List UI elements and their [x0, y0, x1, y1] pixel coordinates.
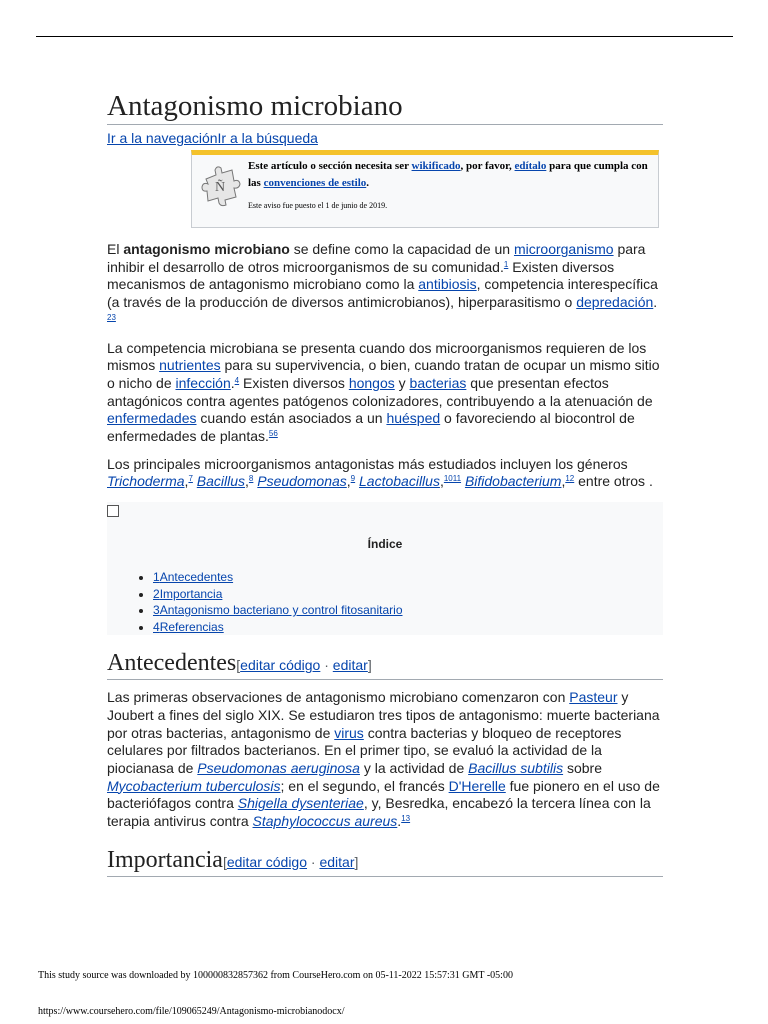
- link-microorganismo[interactable]: microorganismo: [513, 241, 614, 257]
- text: entre otros .: [574, 473, 653, 490]
- text: cuando están asociados a un: [196, 410, 387, 427]
- link-staphylococcus[interactable]: Staphylococcus aureus: [252, 813, 398, 830]
- link-bacterias[interactable]: bacterias: [409, 374, 467, 391]
- toc-item: [153, 619, 403, 636]
- ref-9[interactable]: 9: [350, 474, 356, 484]
- toc-item: [153, 602, 403, 619]
- text: para su supervivencia, o bien, cuando tratan de ocupar un mismo sitio o nicho de: [107, 357, 660, 391]
- text: o favoreciendo al biocontrol de enfermedades de plantas.: [107, 410, 635, 445]
- text: Existen diversos: [239, 374, 349, 391]
- link-mycobacterium[interactable]: Mycobacterium tuberculosis: [107, 777, 281, 794]
- jump-links: [107, 128, 663, 148]
- ref-13[interactable]: 13: [401, 814, 411, 824]
- text: y Joubert a fines del siglo XIX. Se estudiaron tres tipos de antagonismo: muerte bacteriana por otras bacterias, antagonismo de: [107, 689, 660, 741]
- section-edit-links: [236, 657, 371, 673]
- text: El: [107, 241, 124, 257]
- text: para inhibir el desarrollo de otros microorganismos de su comunidad.: [107, 241, 646, 275]
- edit-link[interactable]: editar: [332, 657, 368, 674]
- text: , y, Besredka, encabezó la tercera línea con la terapia antivirus contra: [107, 795, 651, 830]
- ref-1[interactable]: 1: [503, 259, 509, 269]
- toc-link-referencias[interactable]: [153, 620, 224, 634]
- link-depredacion[interactable]: depredación: [576, 294, 654, 311]
- source-url: https://www.coursehero.com/file/109065249/Antagonismo-microbianodocx/: [38, 1006, 345, 1017]
- link-bacillus-subtilis[interactable]: Bacillus subtilis: [468, 759, 564, 776]
- toc-label: Antagonismo bacteriano y control fitosanitario: [159, 603, 403, 618]
- toc-number: 1: [153, 570, 160, 585]
- top-rule: [36, 36, 733, 37]
- page-title: Antagonismo microbiano: [107, 88, 663, 125]
- article: [107, 88, 663, 877]
- bracket: [: [222, 853, 227, 870]
- convenciones-link[interactable]: convenciones de estilo: [263, 177, 367, 189]
- ref-12[interactable]: 12: [565, 474, 575, 484]
- notice-text: , por favor,: [460, 160, 515, 172]
- toc-link-importancia[interactable]: [153, 587, 222, 601]
- toc-label: Antecedentes: [159, 570, 234, 585]
- wikificado-link[interactable]: wikificado: [411, 160, 461, 172]
- text: ,: [346, 473, 351, 490]
- table-of-contents: [107, 502, 663, 635]
- link-enfermedades[interactable]: enfermedades: [107, 410, 197, 427]
- toc-number: 4: [153, 619, 160, 634]
- text: ; en el segundo, el francés: [280, 777, 449, 794]
- link-lactobacillus[interactable]: Lactobacillus: [359, 473, 440, 490]
- section-heading-antecedentes: [107, 649, 663, 680]
- text: ,: [184, 473, 189, 490]
- text: ,: [439, 473, 444, 490]
- ref-8[interactable]: 8: [248, 474, 254, 484]
- notice-text: para que cumpla con las: [248, 160, 648, 189]
- notice-text: .: [366, 177, 370, 189]
- history-paragraph: [107, 689, 663, 831]
- link-dherelle[interactable]: D'Herelle: [448, 777, 506, 794]
- intro-paragraph: [107, 241, 663, 330]
- text: La competencia microbiana se presenta cuando dos microorganismos requieren de los mismos: [107, 339, 647, 374]
- genera-paragraph: [107, 456, 663, 491]
- section-heading-importancia: [107, 846, 663, 877]
- ref-23[interactable]: 23: [107, 312, 116, 322]
- bracket: ]: [367, 657, 372, 674]
- ref-56[interactable]: 56: [268, 429, 278, 439]
- text: .: [230, 374, 235, 391]
- toc-link-antagonismo-bacteriano[interactable]: [153, 603, 403, 617]
- link-pasteur[interactable]: Pasteur: [569, 689, 618, 706]
- toc-item: [153, 569, 403, 586]
- text: ,: [561, 473, 566, 490]
- toc-link-antecedentes[interactable]: [153, 570, 233, 584]
- toc-list: [129, 569, 403, 635]
- text: .: [653, 294, 658, 311]
- text: que presentan efectos antagónicos contra agentes patógenos colonizadores, contribuyendo a la atenuación de: [107, 374, 653, 409]
- link-pseudomonas[interactable]: Pseudomonas: [257, 473, 347, 490]
- link-pseudomonas-aeruginosa[interactable]: Pseudomonas aeruginosa: [197, 759, 360, 776]
- toc-number: 3: [153, 603, 160, 618]
- link-virus[interactable]: virus: [334, 724, 364, 741]
- toc-title: Índice: [367, 537, 403, 552]
- jump-to-search-link[interactable]: Ir a la búsqueda: [217, 130, 318, 146]
- link-bacillus[interactable]: Bacillus: [196, 473, 246, 490]
- text: se define como la capacidad de un: [289, 241, 514, 257]
- link-antibiosis[interactable]: antibiosis: [418, 276, 477, 293]
- download-notice: This study source was downloaded by 100000832857362 from CourseHero.com on 05-11-2022 15:57:31 GMT -05:00: [38, 970, 513, 981]
- notice-text: Este artículo o sección necesita ser: [248, 160, 412, 172]
- bold-term: antagonismo microbiano: [123, 241, 290, 257]
- link-hongos[interactable]: hongos: [348, 374, 395, 391]
- link-shigella[interactable]: Shigella dysenteriae: [237, 795, 364, 812]
- editalo-link[interactable]: edítalo: [514, 160, 547, 172]
- text: , competencia interespecífica (a través de la producción de diversos antimicrobianos), hiperparasitismo o: [107, 276, 658, 311]
- text: fue pionero en el uso de bacteriófagos contra: [107, 777, 660, 812]
- text: Las primeras observaciones de antagonismo microbiano comenzaron con: [107, 689, 570, 706]
- bracket: ]: [354, 853, 359, 870]
- text: Existen diversos mecanismos de antagonismo microbiano como la: [107, 258, 615, 293]
- text: Los principales microorganismos antagonistas más estudiados incluyen los géneros: [107, 455, 628, 472]
- text: contra bacterias y bloqueo de receptores celulares por filtrados bacterianos. En el primer tipo, se evaluó la actividad de la piocianasa de: [107, 724, 622, 776]
- jump-to-navigation-link[interactable]: Ir a la navegación: [107, 130, 218, 146]
- text: y: [394, 374, 410, 391]
- toc-item: [153, 586, 403, 603]
- section-title: Antecedentes: [107, 650, 237, 677]
- section-edit-links: [223, 854, 358, 870]
- ref-7[interactable]: 7: [188, 474, 193, 484]
- ref-4[interactable]: 4: [234, 375, 240, 385]
- toc-number: 2: [153, 586, 160, 601]
- separator: ·: [320, 657, 333, 674]
- text: y la actividad de: [359, 759, 469, 776]
- link-nutrientes[interactable]: nutrientes: [159, 357, 221, 374]
- link-huesped[interactable]: huésped: [386, 410, 441, 427]
- link-bifidobacterium[interactable]: Bifidobacterium: [464, 473, 562, 490]
- notice-date: Este aviso fue puesto el 1 de junio de 2019.: [248, 201, 388, 210]
- checkbox-icon[interactable]: [107, 505, 119, 517]
- link-infeccion[interactable]: infección: [175, 374, 231, 391]
- ref-1011[interactable]: 1011: [443, 474, 462, 484]
- svg-text:Ñ: Ñ: [214, 180, 226, 195]
- link-trichoderma[interactable]: Trichoderma: [107, 473, 185, 490]
- wikify-notice: [191, 150, 659, 228]
- toc-label: Referencias: [159, 619, 224, 634]
- text: sobre: [563, 759, 602, 776]
- notice-message: [248, 158, 648, 192]
- text: ,: [245, 473, 249, 490]
- separator: ·: [307, 853, 320, 870]
- bracket: [: [236, 657, 241, 674]
- puzzle-piece-icon: [200, 163, 242, 207]
- toc-label: Importancia: [159, 586, 223, 601]
- text: .: [397, 813, 402, 830]
- edit-source-link[interactable]: editar código: [240, 657, 321, 674]
- section-title: Importancia: [107, 846, 223, 873]
- competition-paragraph: [107, 340, 663, 446]
- edit-source-link[interactable]: editar código: [226, 853, 308, 870]
- edit-link[interactable]: editar: [319, 853, 355, 870]
